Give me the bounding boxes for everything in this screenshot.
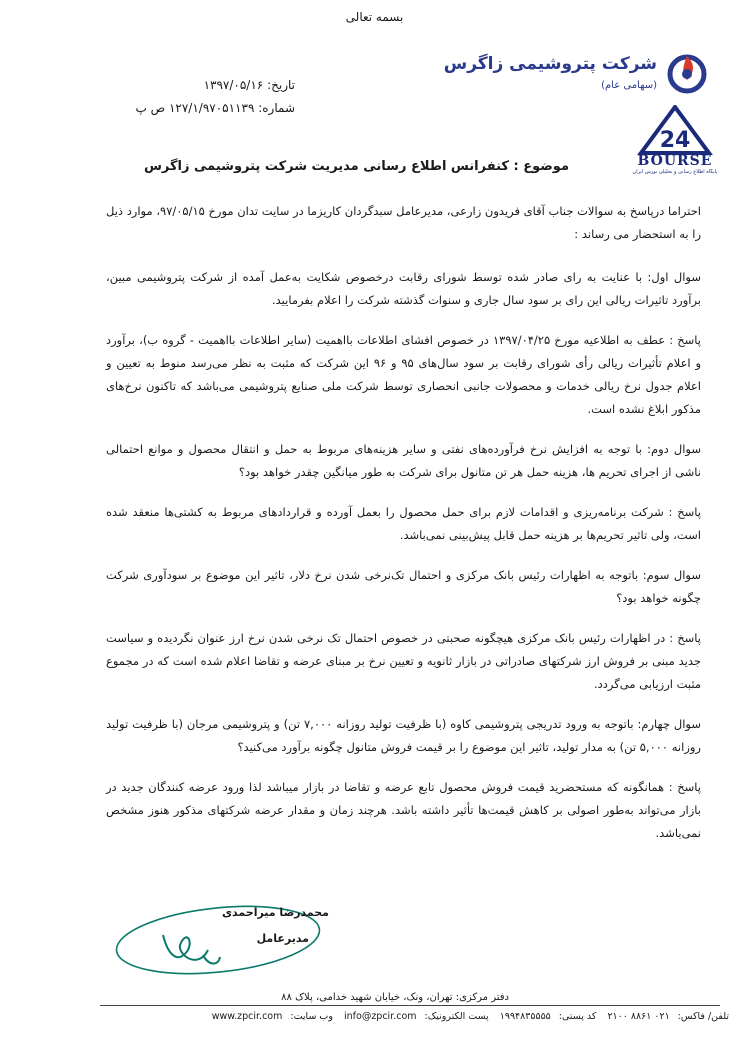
answer-1: پاسخ : عطف به اطلاعیه مورخ ۱۳۹۷/۰۴/۲۵ در خصوص افشای اطلاعات بااهمیت (سایر اطلاعات بااهمیت - گروه ب)، برآورد و اعلام تأثیرات ریالی رأی شورای رقابت بر سود سال‌های ۹۵ و ۹۶ این شرکت که مثبت به نظر می‌رسد منوط به تعیین و اعلام جدول نرخ ریالی خدمات و محصولات جانبی انحصاری توسط شرکت ملی صنایع پتروشیمی می‌باشد که تاکنون نرخ‌های مذکور ابلاغ نشده است. (106, 333, 701, 416)
date-label: تاریخ: (267, 78, 295, 92)
letter-body (106, 200, 701, 862)
question-4: سوال چهارم: باتوجه به ورود تدریجی پتروشیمی کاوه (با ظرفیت تولید روزانه ۷,۰۰۰ تن) و پتروشیمی مرجان (با ظرفیت تولید روزانه ۵,۰۰۰ تن) به مدار تولید، تاثیر این موضوع را بر قیمت فروش متانول چگونه برآورد می‌کنید؟ (106, 717, 701, 754)
zagros-flame-icon (665, 50, 709, 94)
email-label: پست الکترونیک: (424, 1011, 489, 1022)
number-label: شماره: (258, 101, 295, 115)
answer-4: پاسخ : همانگونه که مستحضرید قیمت فروش محصول تابع عرضه و تقاضا در بازار میباشد لذا ورود عرضه کنندگان جدید در بازار می‌تواند به‌طور اصولی بر کاهش قیمت‌ها تأثیر داشته باشد. هرچند زمان و مقدار عرضه شرکتهای مذکور هنوز مشخص نمی‌باشد. (106, 780, 701, 840)
website-link[interactable]: www.zpcir.com (211, 1011, 283, 1022)
phone-label: تلفن/ فاکس: (677, 1011, 729, 1022)
date-value: ۱۳۹۷/۰۵/۱۶ (203, 78, 264, 92)
intro-paragraph: احتراما درپاسخ به سوالات جناب آقای فریدون زارعی، مدیرعامل سبدگردان کاریزما در سایت تدان مورخ ۹۷/۰۵/۱۵، موارد ذیل را به استحضار می رساند : (106, 204, 701, 241)
footer-address: دفتر مرکزی: تهران، ونک، خیابان شهید خدامی، پلاک ۸۸ (281, 992, 509, 1003)
answer-3: پاسخ : در اظهارات رئیس بانک مرکزی هیچگونه صحبتی در خصوص احتمال تک نرخی شدن نرخ ارز عنوان نگردیده و سیاست جدید مبنی بر فروش ارز شرکتهای صادراتی در بازار ثانویه و تعیین نرخ بر مبنای عرضه و تقاضا اعلام شده است که در مجموع مثبت ارزیابی می‌گردد. (106, 631, 701, 691)
basmala-heading: بسمه تعالی (345, 10, 404, 24)
number-value: ۱۲۷/۱/۹۷۰۵۱۱۳۹ ص پ (135, 101, 255, 115)
question-1: سوال اول: با عنایت به رای صادر شده توسط شورای رقابت درخصوص شکایت به‌عمل آمده از شرکت پتروشیمی مبین، برآورد تاثیرات ریالی این رای بر سود سال جاری و سنوات گذشته شرکت را اعلام بفرمایید. (106, 270, 701, 307)
company-name: شرکت پتروشیمی زاگرس (443, 54, 657, 74)
bourse-logo (627, 105, 723, 175)
svg-text:24: 24 (659, 128, 691, 153)
postal-value: ۱۹۹۴۸۳۵۵۵۵ (499, 1011, 551, 1022)
letter-meta (95, 74, 295, 120)
signatory-title: مدیرعامل (256, 932, 309, 945)
company-type: (سهامی عام) (601, 80, 657, 91)
company-logo (443, 50, 709, 100)
number-row (95, 97, 295, 120)
signatory-name: محمدرضا میراحمدی (221, 906, 329, 919)
bourse-wordmark: BOURSE (637, 153, 713, 169)
date-row (95, 74, 295, 97)
postal-label: کد پستی: (558, 1011, 597, 1022)
question-3: سوال سوم: باتوجه به اظهارات رئیس بانک مرکزی و احتمال تک‌نرخی شدن نرخ دلار، تاثیر این موضوع بر سودآوری شرکت چگونه خواهد بود؟ (106, 568, 701, 605)
web-label: وب سایت: (290, 1011, 333, 1022)
email-link[interactable]: info@zpcir.com (344, 1011, 417, 1022)
footer-contacts (204, 1011, 729, 1022)
subject-line: موضوع : کنفرانس اطلاع رسانی مدیریت شرکت پتروشیمی زاگرس (143, 159, 569, 174)
bourse-tagline: پایگاه اطلاع رسانی و تحلیلی بورس ایران (632, 169, 718, 175)
phone-value: ۰۲۱ ۸۸۶۱ ۲۱۰۰ (607, 1011, 670, 1022)
bourse-emblem-icon (627, 105, 723, 155)
footer-divider (100, 1005, 720, 1006)
answer-2: پاسخ : شرکت برنامه‌ریزی و اقدامات لازم برای حمل محصول را بعمل آورده و قراردادهای مربوط به کشتی‌ها منعقد شده است، ولی تاثیر تحریم‌ها بر هزینه حمل قابل پیش‌بینی نمی‌باشد. (106, 505, 701, 542)
question-2: سوال دوم: با توجه به افزایش نرخ فرآورده‌های نفتی و سایر هزینه‌های مربوط به حمل و انتقال محصول و موانع احتمالی ناشی از اجرای تحریم ها، هزینه حمل هر تن متانول برای شرکت به طور میانگین چقدر خواهد بود؟ (106, 442, 701, 479)
